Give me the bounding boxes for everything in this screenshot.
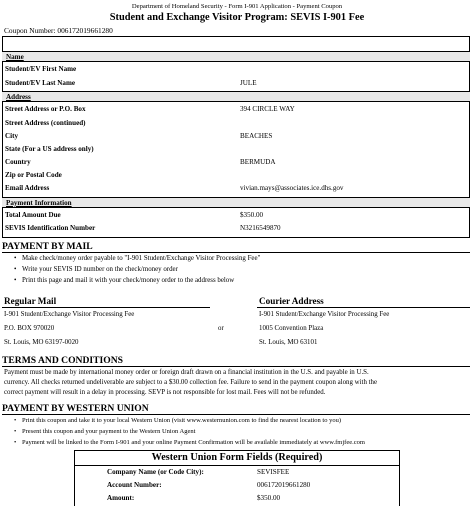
country-label: Country — [5, 158, 31, 166]
mail-bullet-1: • Make check/money order payable to "I-901 Student/Exchange Visitor Processing Fee" — [22, 255, 260, 262]
total-value: $350.00 — [240, 211, 264, 219]
street-row — [2, 104, 470, 115]
coupon-number: Coupon Number: 006172019661280 — [4, 26, 113, 35]
wu-bullet-1: • Print this coupon and take it to your local Western Union (visit www.westernunion.com to find the nearest location to you) — [22, 417, 341, 424]
city-label: City — [5, 132, 19, 140]
or-separator: or — [218, 325, 224, 332]
regular-line-3: St. Louis, MO 63197-0020 — [4, 339, 79, 346]
first-name-row — [2, 64, 470, 75]
state-label: State (For a US address only) — [5, 145, 94, 153]
mail-divider — [2, 252, 470, 253]
wu-heading: PAYMENT BY WESTERN UNION — [2, 403, 149, 414]
regular-mail-heading: Regular Mail — [4, 296, 57, 306]
wu-divider — [2, 414, 470, 415]
courier-heading: Courier Address — [259, 296, 324, 306]
sevis-label: SEVIS Identification Number — [5, 224, 96, 232]
regular-line-2: P.O. BOX 970020 — [4, 325, 55, 332]
mail-bullet-2: • Write your SEVIS ID number on the check/money order — [22, 266, 178, 273]
terms-line-3: correct payment will result in a delay in processing. SEVP is not responsible for lost mail. Fees will not be refunded. — [4, 389, 326, 396]
regular-line-1: I-901 Student/Exchange Visitor Processing Fee — [4, 311, 135, 318]
last-name-row — [2, 78, 470, 89]
email-row — [2, 183, 470, 194]
sevis-value: N3216549870 — [240, 224, 281, 232]
mail-bullet-3: • Print this page and mail it with your check/money order to the address below — [22, 277, 234, 284]
wu-amount-label: Amount: — [107, 494, 135, 502]
last-name-label: Student/EV Last Name — [5, 79, 76, 87]
address-section-heading: Address — [6, 93, 31, 101]
courier-line-2: 1005 Convention Plaza — [259, 325, 324, 332]
email-value: vivian.mays@associates.ice.dhs.gov — [240, 184, 344, 192]
terms-divider — [2, 366, 470, 367]
payment-section-heading: Payment Information — [6, 199, 72, 207]
street-value: 394 CIRCLE WAY — [240, 105, 295, 113]
wu-table-title: Western Union Form Fields (Required) — [151, 452, 323, 463]
state-row — [2, 144, 470, 155]
terms-line-2: currency. All checks returned undeliverable are subject to a $30.00 collection fee. Failure to send in the payment coupon along with the — [4, 379, 378, 386]
last-name-value: JULE — [240, 79, 257, 87]
sevis-row — [2, 223, 470, 234]
courier-divider — [257, 307, 470, 308]
name-section-heading: Name — [6, 53, 24, 61]
zip-label: Zip or Postal Code — [5, 171, 62, 179]
city-value: BEACHES — [240, 132, 273, 140]
first-name-label: Student/EV First Name — [5, 65, 77, 73]
wu-account-label: Account Number: — [107, 481, 162, 489]
wu-table-divider — [74, 465, 400, 466]
street2-row — [2, 118, 470, 129]
total-row — [2, 210, 470, 221]
wu-account-value: 006172019661280 — [257, 481, 311, 489]
wu-amount-value: $350.00 — [257, 494, 281, 502]
page-title: Student and Exchange Visitor Program: SEVIS I-901 Fee — [109, 12, 365, 23]
wu-company-value: SEVISFEE — [257, 468, 290, 476]
wu-bullet-3: • Payment will be linked to the Form I-901 and your online Payment Confirmation will be available immediately at www.fmjfee.com — [22, 439, 365, 446]
country-row — [2, 157, 470, 168]
city-row — [2, 131, 470, 142]
country-value: BERMUDA — [240, 158, 276, 166]
total-label: Total Amount Due — [5, 211, 61, 219]
terms-line-1: Payment must be made by international money order or foreign draft drawn on a financial institution in the U.S. and payable in U.S. — [4, 369, 369, 376]
street-label: Street Address or P.O. Box — [5, 105, 86, 113]
wu-bullet-2: • Present this coupon and your payment to the Western Union Agent — [22, 428, 195, 435]
regular-mail-divider — [2, 307, 210, 308]
department-header: Department of Homeland Security - Form I-901 Application - Payment Coupon — [131, 3, 343, 10]
payment-section-row — [2, 197, 470, 208]
mail-heading: PAYMENT BY MAIL — [2, 241, 93, 252]
courier-line-1: I-901 Student/Exchange Visitor Processing Fee — [259, 311, 390, 318]
name-section-row — [2, 51, 470, 62]
address-section-row — [2, 91, 470, 102]
terms-heading: TERMS AND CONDITIONS — [2, 355, 124, 366]
wu-company-label: Company Name (or Code City): — [107, 468, 204, 476]
zip-row — [2, 170, 470, 181]
courier-line-3: St. Louis, MO 63101 — [259, 339, 318, 346]
street2-label: Street Address (continued) — [5, 119, 86, 127]
email-label: Email Address — [5, 184, 50, 192]
